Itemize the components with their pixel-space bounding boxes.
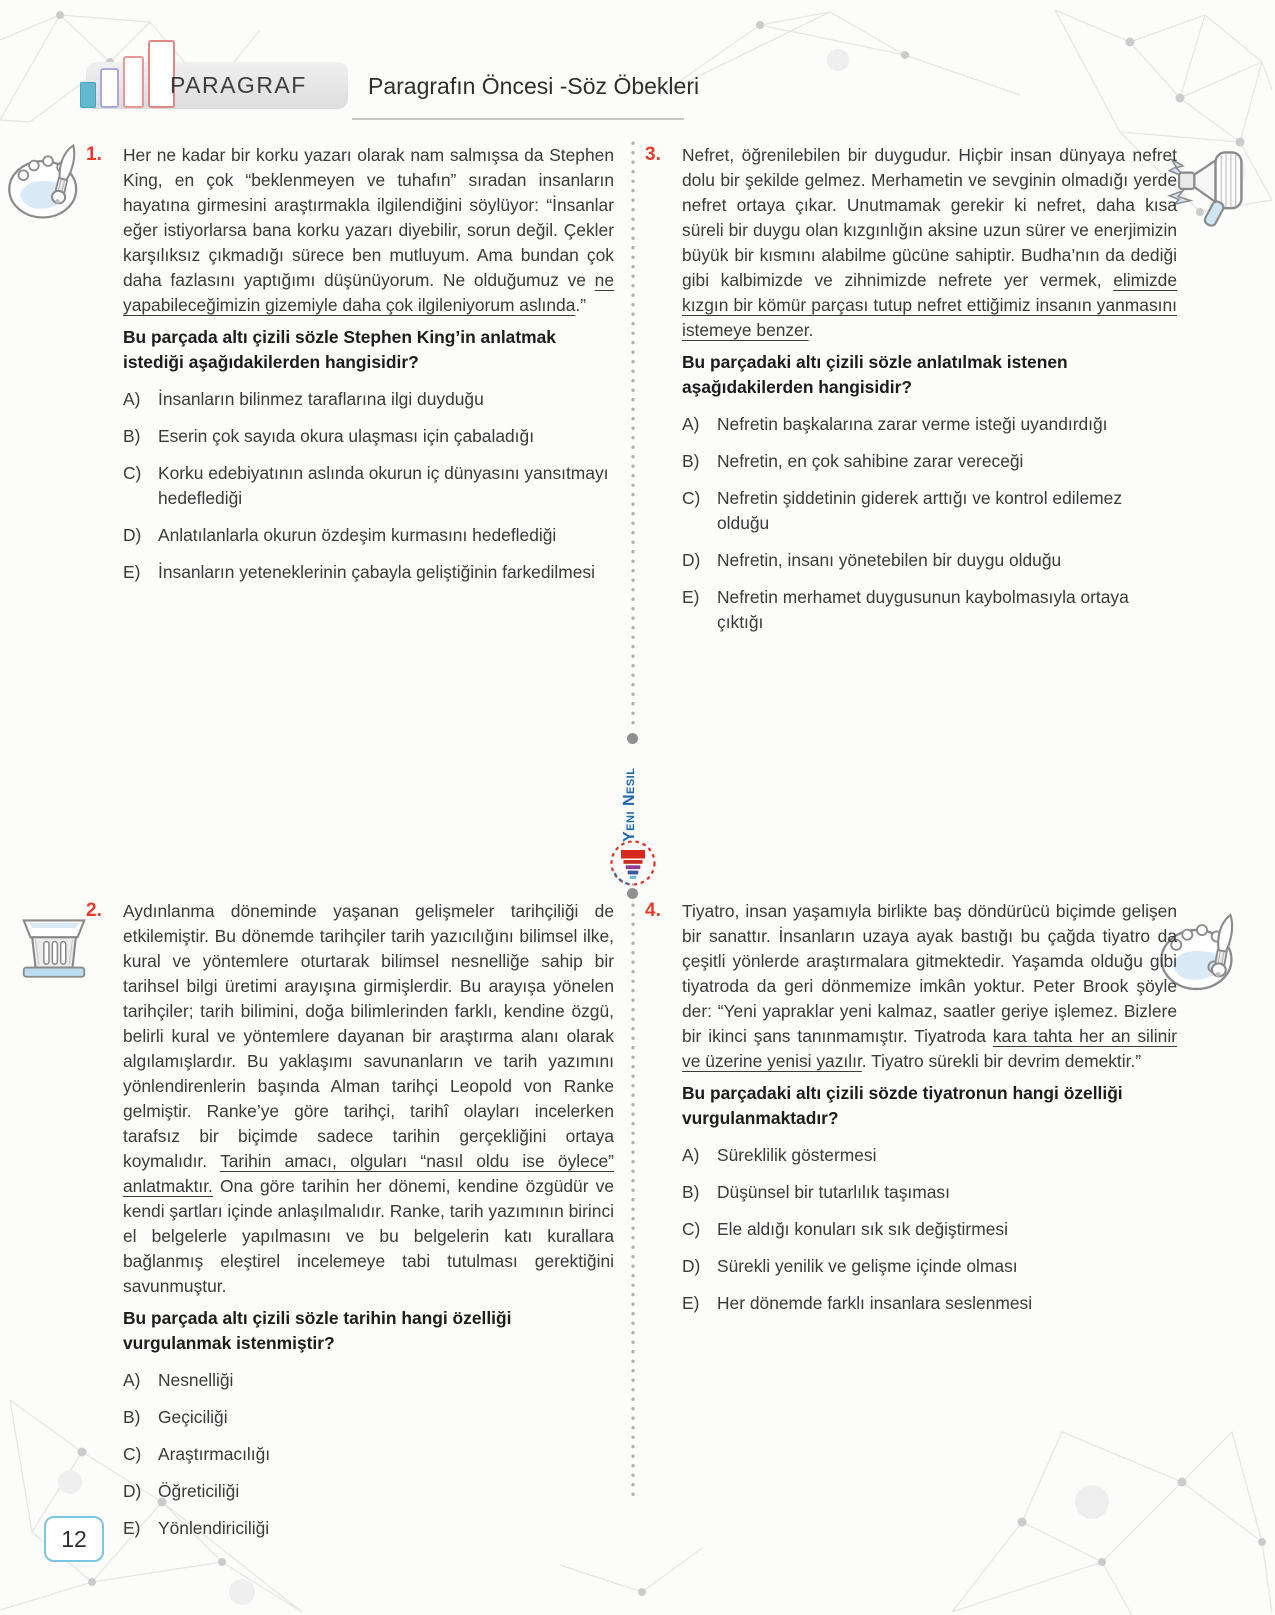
passage-text: Her ne kadar bir korku yazarı olarak nam salmışsa da Stephen King, en çok “beklenmeyen ve tuhafın” sıradan insanların hayatına girmesini araştırmakla ilgilendiğini söylüyor: “İnsanlar eğer istiyorlarsa bana korku yazarı diyebilir, sorun değil. Çekler karşılıksız çıkmadığı sürece ben mutluyum. Ama bundan çok daha fazlasını yaptığımı düşünüyorum. Ne olduğumuz ve <box>123 145 614 290</box>
bar-chart-icon <box>80 40 175 108</box>
question-2 <box>86 899 614 1541</box>
bar-2 <box>100 68 119 108</box>
divider-dot <box>627 888 638 899</box>
option-a <box>123 387 614 412</box>
option-a <box>123 1368 614 1393</box>
question-number: 2. <box>86 900 102 921</box>
question-stem: Bu parçadaki altı çizili sözle anlatılmak istenen aşağıdakilerden hangisidir? <box>682 352 1068 397</box>
publisher-name: Yeni Nesil <box>621 767 638 842</box>
option-e <box>682 585 1177 635</box>
option-b <box>123 424 614 449</box>
options-list <box>123 387 614 585</box>
options-list <box>682 1143 1177 1316</box>
option-text: Nefretin başkalarına zarar verme isteği uyandırdığı <box>717 414 1108 434</box>
underlined-phrase: elimizde kızgın bir kömür parçası tutup nefret ettiğimiz insanın yanmasını istemeye benzer <box>682 270 1177 340</box>
option-letter: A) <box>682 414 700 434</box>
option-c <box>682 1217 1177 1242</box>
options-list <box>682 412 1177 635</box>
option-letter: B) <box>682 1182 700 1202</box>
option-letter: C) <box>123 1444 142 1464</box>
option-a <box>682 1143 1177 1168</box>
passage-text: Ona göre tarihin her dönemi, kendine özgüdür ve kendi şartları içinde anlaşılmalıdır. Ranke, tarih yazımının birinci el belgelerle yapılmasını ve bu belgelerin katı kurallara bağlanmış eleştirel incelemeye tabi tutulması gerektiğini savunmuştur. <box>123 1176 615 1296</box>
underlined-phrase: kara tahta her an silinir ve üzerine yenisi yazılır <box>682 1026 1177 1071</box>
option-text: Düşünsel bir tutarlılık taşıması <box>717 1182 950 1202</box>
question-stem: Bu parçadaki altı çizili sözde tiyatronun hangi özelliği vurgulanmaktadır? <box>682 1083 1123 1128</box>
option-text: Geçiciliği <box>158 1407 228 1427</box>
option-e <box>123 1516 614 1541</box>
option-text: Anlatılanlarla okurun özdeşim kurmasını hedeflediği <box>158 525 557 545</box>
option-letter: E) <box>682 1293 700 1313</box>
option-b <box>123 1405 614 1430</box>
option-text: Nefretin, insanı yönetebilen bir duygu olduğu <box>717 550 1062 570</box>
option-text: Her dönemde farklı insanlara seslenmesi <box>717 1293 1033 1313</box>
underlined-phrase: Tarihin amacı, olguları “nasıl oldu ise öylece” anlatmaktır. <box>123 1151 614 1196</box>
column-box-icon <box>12 898 96 990</box>
option-c <box>123 1442 614 1467</box>
option-a <box>682 412 1177 437</box>
option-d <box>123 1479 614 1504</box>
option-letter: A) <box>123 1370 141 1390</box>
option-letter: C) <box>123 463 142 483</box>
subtitle-underline <box>352 118 684 120</box>
option-b <box>682 1180 1177 1205</box>
question-number: 4. <box>645 900 661 921</box>
option-text: Nefretin, en çok sahibine zarar vereceği <box>717 451 1024 471</box>
option-text: Nesnelliği <box>158 1370 234 1390</box>
question-1 <box>86 143 614 585</box>
publisher-logo-icon <box>609 839 657 887</box>
option-letter: D) <box>123 525 142 545</box>
option-text: Sürekli yenilik ve gelişme içinde olması <box>717 1256 1018 1276</box>
option-text: Araştırmacılığı <box>158 1444 271 1464</box>
option-e <box>682 1291 1177 1316</box>
option-letter: A) <box>682 1145 700 1165</box>
option-c <box>123 461 614 511</box>
option-text: Süreklilik göstermesi <box>717 1145 877 1165</box>
bar-1 <box>80 82 96 108</box>
page-subtitle: Paragrafın Öncesi -Söz Öbekleri <box>368 73 700 99</box>
option-letter: B) <box>682 451 700 471</box>
question-passage <box>123 899 614 1299</box>
question-stem: Bu parçada altı çizili sözle Stephen King’in anlatmak istediği aşağıdakilerden hangisidir? <box>123 327 556 372</box>
option-d <box>682 1254 1177 1279</box>
option-text: Ele aldığı konuları sık sık değiştirmesi <box>717 1219 1008 1239</box>
option-text: İnsanların bilinmez taraflarına ilgi duyduğu <box>158 389 484 409</box>
option-text: Korku edebiyatının aslında okurun iç dünyasını yansıtmayı hedeflediği <box>158 463 609 508</box>
question-passage <box>682 899 1177 1074</box>
section-title: PARAGRAF <box>170 72 307 98</box>
passage-text: Tiyatro, insan yaşamıyla birlikte baş döndürücü biçimde gelişen bir sanattır. İnsanların uzaya ayak bastığı bu çağda tiyatro da çeşitli yönlerde araştırmalara gitmektedir. Yaşamda olduğu gibi tiyatroda da geri dönmemize imkân yoktur. Peter Brook şöyle der: “Yeni yapraklar yeni kalmaz, saatler geriye işlemez. Bizlere bir ikinci şans tanınmamıştır. Tiyatroda <box>682 901 1177 1046</box>
column-divider-top <box>631 141 635 726</box>
underlined-phrase: ne yapabileceğimizin gizemiyle daha çok ilgileniyorum aslında <box>123 270 614 315</box>
option-d <box>682 548 1177 573</box>
passage-text: . <box>808 320 814 340</box>
option-text: İnsanların yeteneklerinin çabayla geliştiğinin farkedilmesi <box>158 562 595 582</box>
option-d <box>123 523 614 548</box>
option-letter: E) <box>123 562 141 582</box>
option-text: Eserin çok sayıda okura ulaşması için çabaladığı <box>158 426 535 446</box>
option-letter: A) <box>123 389 141 409</box>
question-3 <box>645 143 1177 635</box>
passage-text: Nefret, öğrenilebilen bir duygudur. Hiçbir insan dünyaya nefret dolu bir şekilde gelmez. Merhametin ve sevginin olmadığı yerde nefret ortaya çıkar. Unutmamak gerekir ki nefret, daha kısa süreli bir duygu olan kızgınlığın aksine uzun sürer ve enerjimizin büyük bir kısmını alabilme gücüne sahiptir. Budha’nın da dediği gibi kalbimizde ve zihnimizde nefrete yer vermek, <box>682 145 1177 290</box>
palette-brush-icon <box>4 136 92 232</box>
option-e <box>123 560 614 585</box>
option-letter: B) <box>123 426 141 446</box>
question-number: 3. <box>645 144 661 165</box>
option-text: Nefretin merhamet duygusunun kaybolmasıyla ortaya çıktığı <box>717 587 1129 632</box>
column-divider-bottom <box>631 903 635 1498</box>
option-letter: E) <box>123 1518 141 1538</box>
page-number: 12 <box>44 1516 104 1562</box>
option-letter: B) <box>123 1407 141 1427</box>
option-letter: D) <box>682 550 701 570</box>
option-b <box>682 449 1177 474</box>
divider-dot <box>627 733 638 744</box>
question-number: 1. <box>86 144 102 165</box>
passage-text: . Tiyatro sürekli bir devrim demektir.” <box>861 1051 1142 1071</box>
question-passage <box>682 143 1177 343</box>
question-4 <box>645 899 1177 1316</box>
question-passage <box>123 143 614 318</box>
options-list <box>123 1368 614 1541</box>
option-letter: E) <box>682 587 700 607</box>
option-letter: C) <box>682 1219 701 1239</box>
option-letter: C) <box>682 488 701 508</box>
bar-3 <box>123 56 144 108</box>
option-text: Nefretin şiddetinin giderek arttığı ve kontrol edilemez olduğu <box>717 488 1123 533</box>
option-letter: D) <box>123 1481 142 1501</box>
option-text: Yönlendiriciliği <box>158 1518 270 1538</box>
option-text: Öğreticiliği <box>158 1481 240 1501</box>
option-letter: D) <box>682 1256 701 1276</box>
passage-text: .” <box>575 295 587 315</box>
passage-text: Aydınlanma döneminde yaşanan gelişmeler tarihçiliği de etkilemiştir. Bu dönemde tarihçiler tarih yazıcılığını bilimsel ilke, kural ve yöntemlere oturtarak bilimsel nesnelliğe sahip bir tarihsel bilgi üretimi arayışına girmişlerdir. Bu arayışa yönelen tarihçiler; tarih bilimini, doğa bilimlerinden farklı, kendine özgü, belirli kural ve yöntemlere dayanan bir araştırma alanı olarak algılamışlardır. Bu yaklaşımı savunanların ve tarih yazımını yönlendirenlerin başında Alman tarihçi Leopold von Ranke gelmiştir. Ranke’ye göre tarihçi, tarihî olayları incelerken tarafsız bir biçimde sadece tarihin gerçekliğini ortaya koymalıdır. <box>123 901 614 1171</box>
question-stem: Bu parçada altı çizili sözle tarihin hangi özelliği vurgulanmak istenmiştir? <box>123 1308 512 1353</box>
option-c <box>682 486 1177 536</box>
